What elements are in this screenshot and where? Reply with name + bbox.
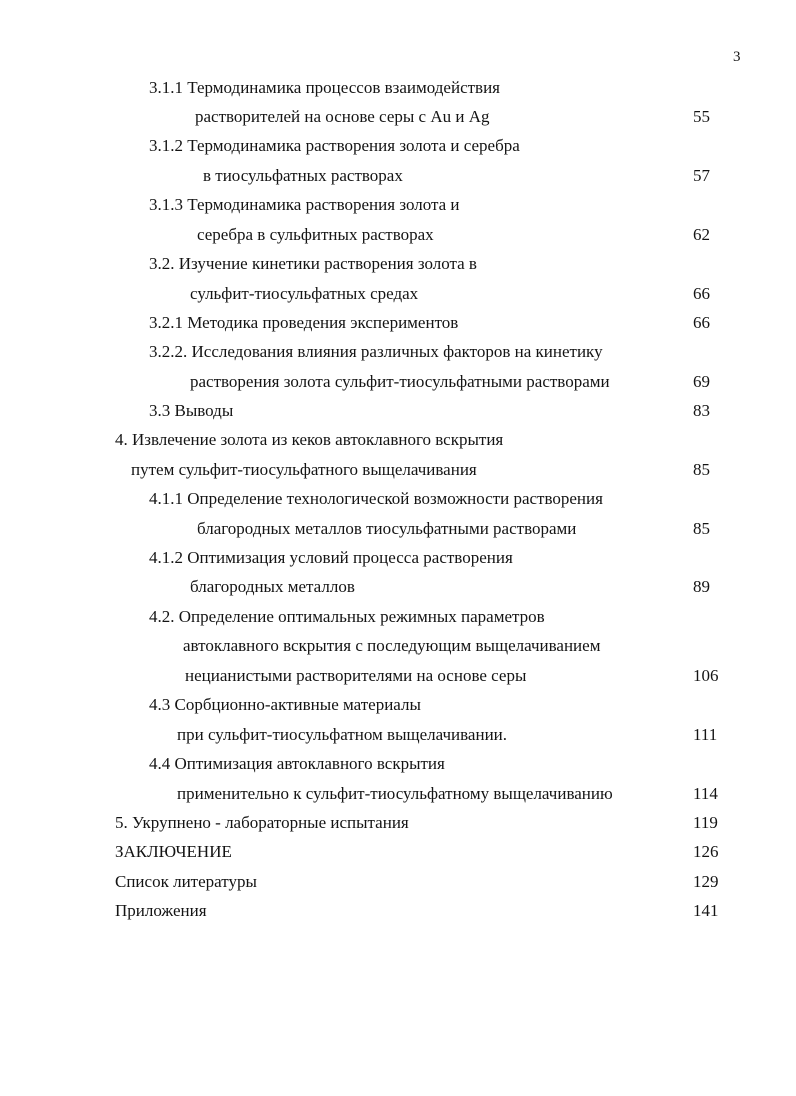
toc-entry-3-1-3-page: 62 xyxy=(693,225,710,244)
toc-entry-3-1-2-title-cont: в тиосульфатных растворах xyxy=(203,166,403,185)
toc-entry-3-2-1-page: 66 xyxy=(693,313,710,332)
toc-entry-3-1-1-title-cont: растворителей на основе серы с Au и Ag xyxy=(195,107,490,126)
toc-entry-3-1-1-title: 3.1.1 Термодинамика процессов взаимодействия xyxy=(149,78,500,97)
toc-entry-3-3-page: 83 xyxy=(693,401,710,420)
toc-entry-3-2-1-title: 3.2.1 Методика проведения экспериментов xyxy=(149,313,459,332)
toc-entry-references-page: 129 xyxy=(693,872,719,891)
toc-entry-3-2-title-cont: сульфит-тиосульфатных средах xyxy=(190,284,419,303)
toc-entry-4-page: 85 xyxy=(693,460,710,479)
toc-entry-conclusion-title: ЗАКЛЮЧЕНИЕ xyxy=(115,842,232,861)
toc-entry-5-title: 5. Укрупнено - лабораторные испытания xyxy=(115,813,409,832)
toc-entry-4-3-title: 4.3 Сорбционно-активные материалы xyxy=(149,695,421,714)
toc-entry-conclusion-page: 126 xyxy=(693,842,719,861)
toc-entry-4-3-page: 111 xyxy=(693,725,718,744)
toc-entry-3-1-3-title-cont: серебра в сульфитных растворах xyxy=(197,225,434,244)
toc-entry-4-1-2-title: 4.1.2 Оптимизация условий процесса растворения xyxy=(149,548,513,567)
toc-entry-3-2-page: 66 xyxy=(693,284,710,303)
toc-entry-3-1-3-title: 3.1.3 Термодинамика растворения золота и xyxy=(149,195,460,214)
toc-entry-4-2-page: 106 xyxy=(693,666,719,685)
toc-entry-4-3-title-cont: при сульфит-тиосульфатном выщелачивании. xyxy=(177,725,508,744)
toc-entry-4-2-title-cont: нецианистыми растворителями на основе серы xyxy=(185,666,527,685)
toc-entry-3-2-2-page: 69 xyxy=(693,372,710,391)
toc-entry-4-4-title-cont: применительно к сульфит-тиосульфатному выщелачиванию xyxy=(177,784,613,803)
toc-entry-3-2-2-title-cont: растворения золота сульфит-тиосульфатными растворами xyxy=(190,372,610,391)
toc-entry-4-1-1-title: 4.1.1 Определение технологической возможности растворения xyxy=(149,489,603,508)
toc-entry-4-1-1-title-cont: благородных металлов тиосульфатными растворами xyxy=(197,519,577,538)
toc-entry-3-2-2-title: 3.2.2. Исследования влияния различных факторов на кинетику xyxy=(149,342,603,361)
toc-entry-4-title: 4. Извлечение золота из кеков автоклавного вскрытия xyxy=(115,430,504,449)
toc-entry-3-1-2-title: 3.1.2 Термодинамика растворения золота и серебра xyxy=(149,136,520,155)
toc-entry-3-1-1-page: 55 xyxy=(693,107,710,126)
toc-entry-4-title-cont: путем сульфит-тиосульфатного выщелачивания xyxy=(131,460,477,479)
toc-entry-5-page: 119 xyxy=(693,813,718,832)
toc-entry-references-title: Список литературы xyxy=(115,872,257,891)
toc-entry-3-1-2-page: 57 xyxy=(693,166,710,185)
toc-entry-3-2-title: 3.2. Изучение кинетики растворения золота в xyxy=(149,254,477,273)
toc-entry-4-2-title-cont: автоклавного вскрытия с последующим выщелачиванием xyxy=(183,636,601,655)
toc-entry-4-2-title: 4.2. Определение оптимальных режимных параметров xyxy=(149,607,545,626)
toc-entry-4-1-2-page: 89 xyxy=(693,577,710,596)
page-number: 3 xyxy=(733,49,741,65)
toc-entry-4-4-title: 4.4 Оптимизация автоклавного вскрытия xyxy=(149,754,445,773)
toc-entry-appendices-title: Приложения xyxy=(115,901,207,920)
toc-entry-4-1-2-title-cont: благородных металлов xyxy=(190,577,355,596)
toc-entry-3-3-title: 3.3 Выводы xyxy=(149,401,234,420)
toc-entry-appendices-page: 141 xyxy=(693,901,719,920)
toc-entry-4-4-page: 114 xyxy=(693,784,718,803)
toc-entry-4-1-1-page: 85 xyxy=(693,519,710,538)
